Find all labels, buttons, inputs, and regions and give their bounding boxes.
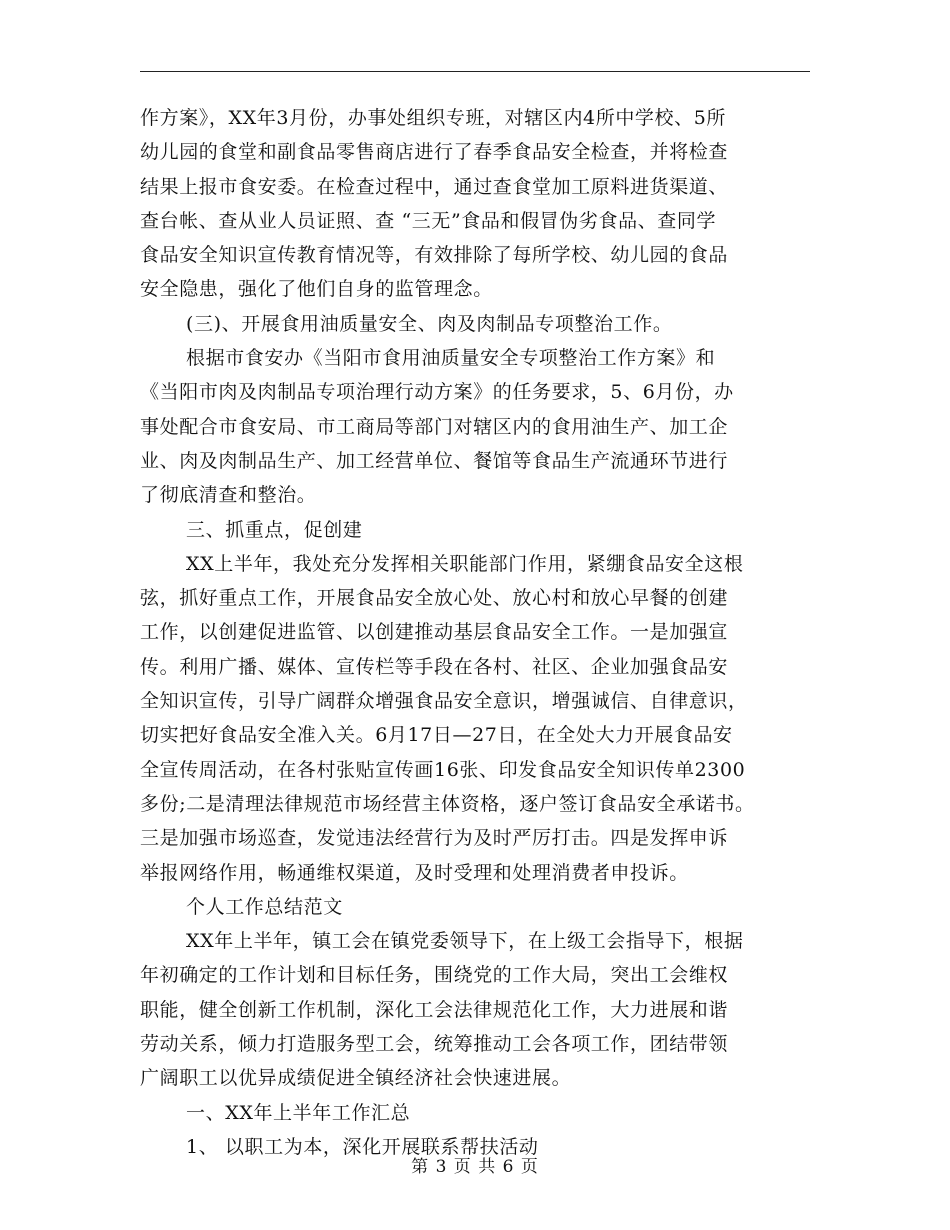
text-line: XX上半年，我处充分发挥相关职能部门作用，紧绷食品安全这根 bbox=[186, 552, 744, 575]
text-line: (三)、开展食用油质量安全、肉及肉制品专项整治工作。 bbox=[186, 312, 673, 335]
text-line: 三、抓重点，促创建 bbox=[186, 518, 363, 541]
document-body bbox=[140, 101, 830, 1164]
header-rule bbox=[140, 71, 810, 72]
text-line: 职能，健全创新工作机制，深化工会法律规范化工作，大力进展和谐 bbox=[140, 998, 729, 1021]
text-line: 作方案》，XX年3月份，办事处组织专班，对辖区内4所中学校、5所 bbox=[140, 107, 727, 129]
text-line: 业、肉及肉制品生产、加工经营单位、餐馆等食品生产流通环节进行 bbox=[140, 449, 729, 472]
text-line: 根据市食安办《当阳市食用油质量安全专项整治工作方案》和 bbox=[186, 347, 716, 370]
text-line: 工作，以创建促进监管、以创建推动基层食品安全工作。一是加强宣 bbox=[140, 621, 729, 644]
text-line: 年初确定的工作计划和目标任务，围绕党的工作大局，突出工会维权 bbox=[140, 964, 729, 987]
text-line: 全知识宣传，引导广阔群众增强食品安全意识，增强诚信、自律意识， bbox=[140, 690, 748, 713]
text-line: 切实把好食品安全准入关。6月17日—27日，在全处大力开展食品安 bbox=[140, 724, 733, 747]
text-line: 了彻底清查和整治。 bbox=[140, 484, 317, 507]
text-line: 幼儿园的食堂和副食品零售商店进行了春季食品安全检查，并将检查 bbox=[140, 141, 729, 164]
text-line: 食品安全知识宣传教育情况等，有效排除了每所学校、幼儿园的食品 bbox=[140, 244, 729, 267]
text-line: 事处配合市食安局、市工商局等部门对辖区内的食用油生产、加工企 bbox=[140, 415, 729, 438]
text-line: XX年上半年，镇工会在镇党委领导下，在上级工会指导下，根据 bbox=[186, 930, 744, 953]
text-line: 三是加强市场巡查，发觉违法经营行为及时严厉打击。四是发挥申诉 bbox=[140, 827, 729, 850]
text-line: 1、 以职工为本，深化开展联系帮扶活动 bbox=[186, 1135, 539, 1158]
text-line: 多份;二是清理法律规范市场经营主体资格，逐户签订食品安全承诺书。 bbox=[140, 792, 755, 815]
text-line: 查台帐、查从业人员证照、查 “三无”食品和假冒伪劣食品、查同学 bbox=[140, 209, 717, 232]
page-number-footer: 第 3 页 共 6 页 bbox=[411, 1157, 539, 1177]
text-line: 安全隐患，强化了他们自身的监管理念。 bbox=[140, 278, 493, 301]
text-line: 传。利用广播、媒体、宣传栏等手段在各村、社区、企业加强食品安 bbox=[140, 655, 729, 678]
text-line: 个人工作总结范文 bbox=[186, 895, 343, 918]
text-line: 广阔职工以优异成绩促进全镇经济社会快速进展。 bbox=[140, 1067, 572, 1090]
text-line: 弦，抓好重点工作，开展食品安全放心处、放心村和放心早餐的创建 bbox=[140, 587, 729, 610]
text-line: 一、XX年上半年工作汇总 bbox=[186, 1101, 411, 1124]
text-line: 举报网络作用，畅通维权渠道，及时受理和处理消费者申投诉。 bbox=[140, 861, 689, 884]
text-line: 劳动关系，倾力打造服务型工会，统筹推动工会各项工作，团结带领 bbox=[140, 1033, 729, 1056]
text-line: 全宣传周活动，在各村张贴宣传画16张、印发食品安全知识传单2300 bbox=[140, 758, 746, 781]
text-line: 《当阳市肉及肉制品专项治理行动方案》的任务要求，5、6月份，办 bbox=[140, 381, 734, 404]
text-line: 结果上报市食安委。在检查过程中，通过查食堂加工原料进货渠道、 bbox=[140, 175, 729, 198]
